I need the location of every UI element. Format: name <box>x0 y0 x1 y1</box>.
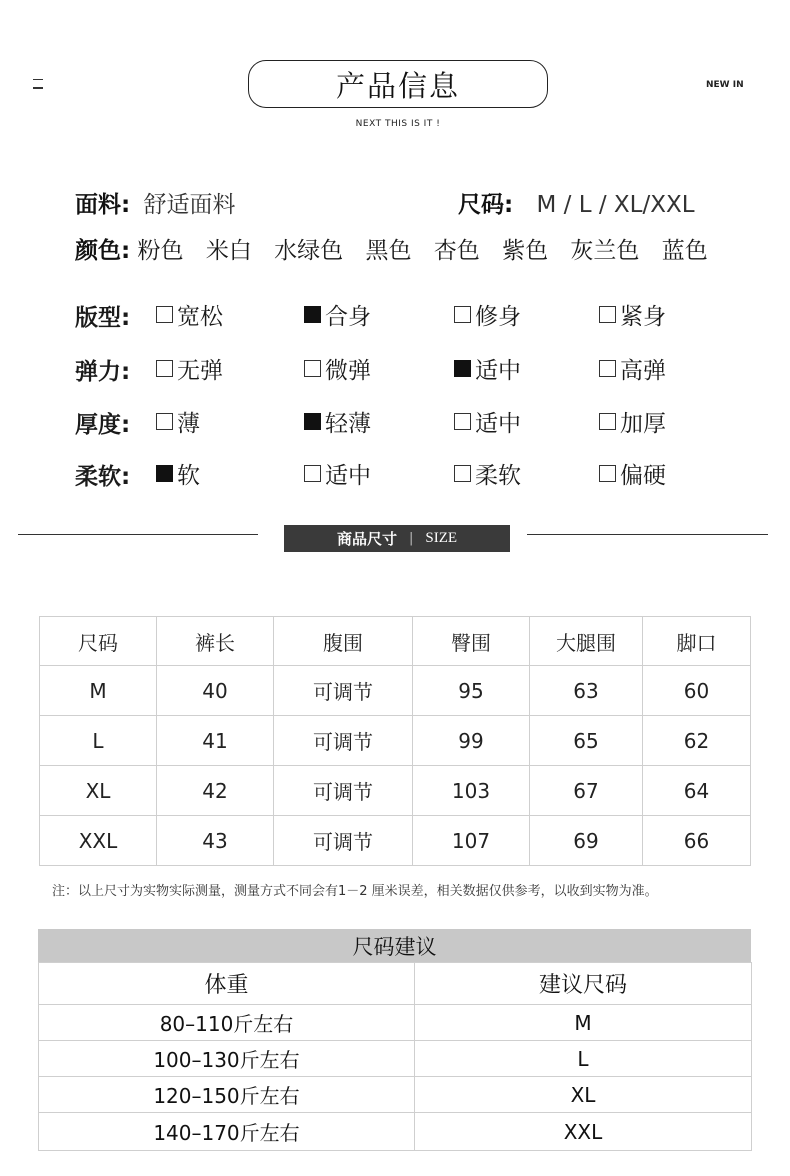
table-cell: 100–130斤左右 <box>39 1041 415 1077</box>
fit-label: 版型: <box>75 305 131 331</box>
fit-option <box>156 299 223 329</box>
size-info <box>458 186 695 219</box>
checkbox-icon <box>454 306 471 323</box>
checkbox-icon <box>599 413 616 430</box>
table-cell: 60 <box>643 666 751 716</box>
thickness-option <box>156 406 200 436</box>
table-row <box>39 1041 752 1077</box>
table-cell: 69 <box>530 816 643 866</box>
checkbox-icon <box>454 360 471 377</box>
page-subtitle: NEXT THIS IS IT ! <box>355 119 441 129</box>
table-header-cell: 脚口 <box>643 617 751 666</box>
checkbox-icon <box>304 465 321 482</box>
table-cell: 66 <box>643 816 751 866</box>
checkbox-icon <box>156 360 173 377</box>
table-cell: 43 <box>157 816 274 866</box>
table-row <box>40 666 751 716</box>
fit-option <box>454 299 521 329</box>
table-header-cell: 裤长 <box>157 617 274 666</box>
softness-label: 柔软: <box>75 464 131 490</box>
option-label: 微弹 <box>325 357 371 384</box>
checkbox-icon <box>599 306 616 323</box>
table-cell: 41 <box>157 716 274 766</box>
table-row <box>40 816 751 866</box>
option-label: 紧身 <box>620 303 666 330</box>
option-label: 无弹 <box>177 357 223 384</box>
table-row <box>39 1005 752 1041</box>
thickness-option <box>304 406 371 436</box>
checkbox-icon <box>156 306 173 323</box>
table-cell: L <box>40 716 157 766</box>
thickness-option <box>454 406 521 436</box>
option-label: 合身 <box>325 303 371 330</box>
table-header-cell: 臀围 <box>413 617 530 666</box>
elasticity-option <box>304 353 371 383</box>
table-header-row <box>40 617 751 666</box>
table-cell: 99 <box>413 716 530 766</box>
fabric-value: 舒适面料 <box>143 192 236 218</box>
table-cell: L <box>415 1041 752 1077</box>
color-option: 粉色 <box>137 238 184 264</box>
fabric-label: 面料: <box>75 192 131 218</box>
elasticity-option <box>156 353 223 383</box>
table-header-cell: 体重 <box>39 963 415 1005</box>
softness-option <box>599 458 666 488</box>
option-label: 宽松 <box>177 303 223 330</box>
measurement-note: 注：以上尺寸为实物实际测量，测量方式不同会有1－2 厘米误差，相关数据仅供参考，以收到实物为准。 <box>52 884 658 899</box>
table-header-cell: 建议尺码 <box>415 963 752 1005</box>
checkbox-icon <box>304 306 321 323</box>
table-cell: 42 <box>157 766 274 816</box>
table-cell: XXL <box>40 816 157 866</box>
elasticity-option <box>454 353 521 383</box>
table-cell: XL <box>40 766 157 816</box>
softness-option <box>454 458 521 488</box>
option-label: 软 <box>177 462 200 489</box>
softness-option <box>304 458 371 488</box>
table-cell: 80–110斤左右 <box>39 1005 415 1041</box>
checkbox-icon <box>454 465 471 482</box>
table-cell: 40 <box>157 666 274 716</box>
table-row <box>40 766 751 816</box>
fit-option <box>304 299 371 329</box>
table-header-cell: 腹围 <box>274 617 413 666</box>
table-cell: 67 <box>530 766 643 816</box>
checkbox-icon <box>304 413 321 430</box>
table-cell: M <box>415 1005 752 1041</box>
option-label: 适中 <box>475 410 521 437</box>
option-label: 薄 <box>177 410 200 437</box>
size-section-title: 商品尺寸 <box>336 530 397 548</box>
recommendation-table <box>38 962 752 1151</box>
table-cell: 65 <box>530 716 643 766</box>
fabric-info <box>75 186 236 219</box>
divider-right <box>527 534 768 535</box>
softness-option <box>156 458 200 488</box>
colors-row <box>75 232 723 265</box>
table-cell: 可调节 <box>274 816 413 866</box>
size-label: 尺码: <box>458 192 514 218</box>
table-header-cell: 尺码 <box>40 617 157 666</box>
checkbox-icon <box>599 360 616 377</box>
size-value: M / L / XL/XXL <box>536 192 695 218</box>
color-option: 水绿色 <box>274 238 344 264</box>
table-cell: 120–150斤左右 <box>39 1077 415 1113</box>
option-label: 适中 <box>325 462 371 489</box>
menu-icon[interactable] <box>33 79 43 91</box>
elasticity-label: 弹力: <box>75 359 131 385</box>
table-cell: 103 <box>413 766 530 816</box>
option-label: 柔软 <box>475 462 521 489</box>
table-cell: 可调节 <box>274 666 413 716</box>
option-label: 轻薄 <box>325 410 371 437</box>
option-label: 高弹 <box>620 357 666 384</box>
recommendation-title: 尺码建议 <box>38 929 751 962</box>
table-row <box>39 1113 752 1151</box>
checkbox-icon <box>599 465 616 482</box>
table-row <box>39 1077 752 1113</box>
option-label: 适中 <box>475 357 521 384</box>
table-cell: 可调节 <box>274 716 413 766</box>
color-option: 米白 <box>205 238 252 264</box>
table-cell: 64 <box>643 766 751 816</box>
table-cell: 62 <box>643 716 751 766</box>
size-section-banner <box>284 525 510 552</box>
checkbox-icon <box>304 360 321 377</box>
color-option: 杏色 <box>433 238 480 264</box>
checkbox-icon <box>454 413 471 430</box>
table-header-row <box>39 963 752 1005</box>
checkbox-icon <box>156 465 173 482</box>
colors-label: 颜色: <box>75 238 131 264</box>
table-cell: XL <box>415 1077 752 1113</box>
color-option: 灰兰色 <box>570 238 640 264</box>
option-label: 加厚 <box>620 410 666 437</box>
option-label: 偏硬 <box>620 462 666 489</box>
table-row <box>40 716 751 766</box>
table-cell: 63 <box>530 666 643 716</box>
table-header-cell: 大腿围 <box>530 617 643 666</box>
color-option: 紫色 <box>502 238 549 264</box>
new-in-tag: NEW IN <box>706 80 744 90</box>
page-title: 产品信息 <box>248 60 548 108</box>
banner-separator: | <box>408 531 414 546</box>
thickness-label: 厚度: <box>75 412 131 438</box>
table-cell: 可调节 <box>274 766 413 816</box>
table-cell: 107 <box>413 816 530 866</box>
divider-left <box>18 534 258 535</box>
table-cell: M <box>40 666 157 716</box>
thickness-option <box>599 406 666 436</box>
table-cell: 95 <box>413 666 530 716</box>
table-cell: 140–170斤左右 <box>39 1113 415 1151</box>
fit-option <box>599 299 666 329</box>
elasticity-option <box>599 353 666 383</box>
option-label: 修身 <box>475 303 521 330</box>
size-section-title-en: SIZE <box>425 530 458 546</box>
color-option: 黑色 <box>365 238 412 264</box>
size-table <box>39 616 751 866</box>
checkbox-icon <box>156 413 173 430</box>
color-option: 蓝色 <box>661 238 708 264</box>
table-cell: XXL <box>415 1113 752 1151</box>
